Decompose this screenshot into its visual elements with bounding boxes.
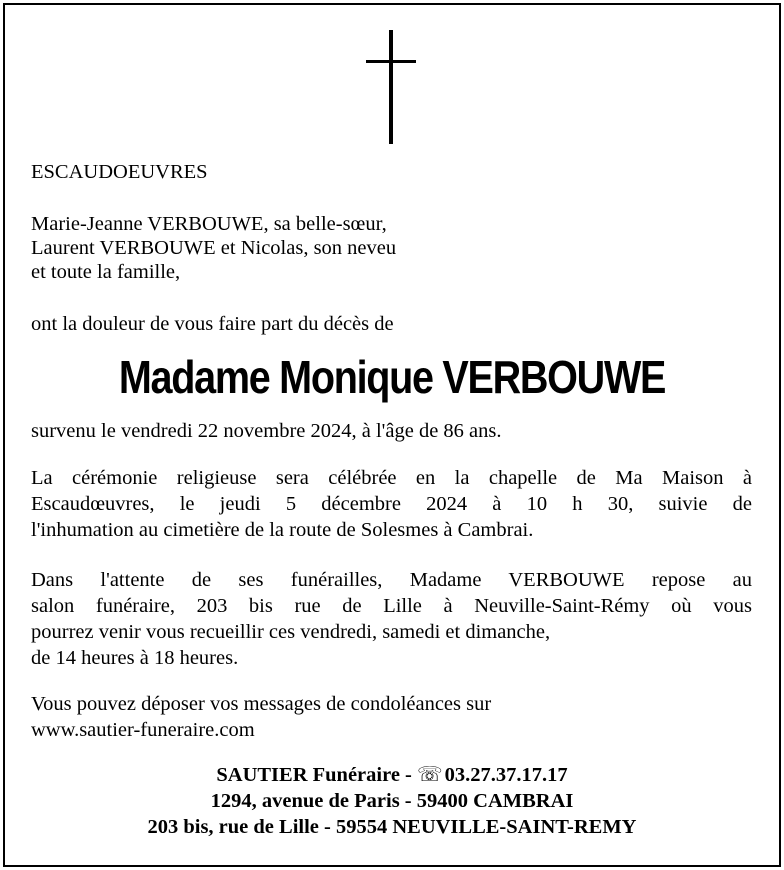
family-line: Marie-Jeanne VERBOUWE, sa belle-sœur,	[31, 213, 387, 235]
family-line: Laurent VERBOUWE et Nicolas, son neveu	[31, 237, 397, 259]
funeral-home-contact	[0, 762, 784, 788]
ceremony-line: l'inhumation au cimetière de la route de Solesmes à Cambrai.	[31, 519, 534, 541]
announcement-text: ont la douleur de vous faire part du décès de	[31, 313, 394, 335]
death-date-text: survenu le vendredi 22 novembre 2024, à l'âge de 86 ans.	[31, 420, 502, 442]
funeral-home-name: SAUTIER Funéraire -	[216, 764, 417, 786]
location-text: ESCAUDOEUVRES	[31, 161, 208, 183]
cross-icon	[362, 30, 422, 146]
repose-line: Dans l'attente de ses funérailles, Madame VERBOUWE repose au	[31, 569, 752, 591]
repose-line: de 14 heures à 18 heures.	[31, 647, 239, 669]
ceremony-line: Escaudœuvres, le jeudi 5 décembre 2024 à 10 h 30, suivie de	[31, 493, 752, 515]
website-link[interactable]: www.sautier-funeraire.com	[31, 719, 255, 741]
funeral-home-address: 1294, avenue de Paris - 59400 CAMBRAI	[210, 790, 574, 812]
family-line: et toute la famille,	[31, 261, 181, 283]
deceased-name: Madame Monique VERBOUWE	[118, 351, 666, 403]
funeral-home-phone[interactable]: 03.27.37.17.17	[444, 764, 568, 786]
phone-icon: ☏	[417, 764, 443, 786]
funeral-salon-address: 203 bis, rue de Lille - 59554 NEUVILLE-SAINT-REMY	[147, 816, 637, 838]
condolence-text: Vous pouvez déposer vos messages de condoléances sur	[31, 693, 492, 715]
repose-line: salon funéraire, 203 bis rue de Lille à Neuville-Saint-Rémy où vous	[31, 595, 752, 617]
ceremony-line: La cérémonie religieuse sera célébrée en la chapelle de Ma Maison à	[31, 467, 752, 489]
repose-line: pourrez venir vous recueillir ces vendredi, samedi et dimanche,	[31, 621, 551, 643]
